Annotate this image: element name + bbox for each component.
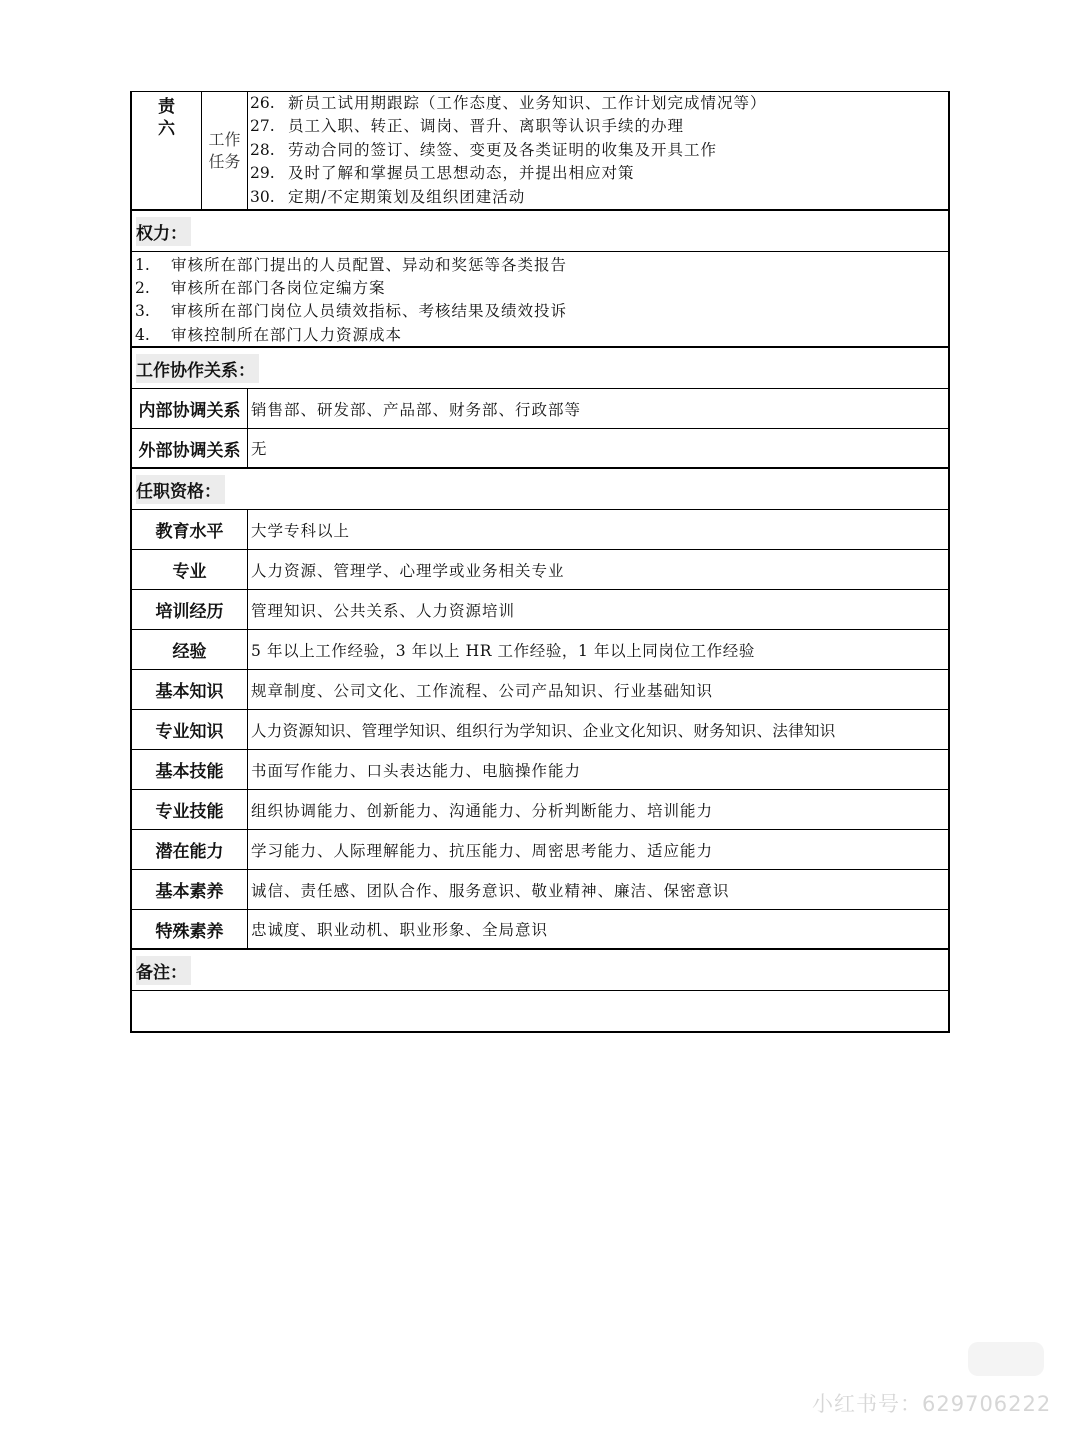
task-number: 27. [250,117,275,136]
authority-item [135,324,948,347]
relation-label: 内部协调关系 [132,389,248,428]
task-item [248,139,948,162]
authority-list-row [132,252,948,348]
watermark-text: 小红书号：629706222 [812,1392,1052,1416]
qualification-value: 诚信、责任感、团队合作、服务意识、敬业精神、廉洁、保密意识 [251,881,730,900]
remarks-title [132,950,191,990]
qualification-label: 经验 [132,630,248,669]
task-text: 新员工试用期跟踪（工作态度、业务知识、工作计划完成情况等） [288,94,767,112]
relation-value: 无 [251,440,268,458]
authority-title-text: 权力： [136,217,191,246]
qualification-row [132,910,948,950]
qualification-row [132,790,948,830]
qualification-row [132,870,948,910]
task-item [248,92,948,115]
relations-title-text: 工作协作关系： [136,354,259,383]
job-description-table [130,91,950,1033]
qualification-row [132,630,948,670]
qualification-row [132,710,948,750]
remarks-value [132,991,948,1031]
relation-value: 销售部、研发部、产品部、财务部、行政部等 [251,400,582,419]
duties-category-text: 工作任务 [208,129,241,171]
qualification-label: 基本技能 [132,750,248,789]
task-number: 30. [250,187,275,206]
authority-header-row [132,211,948,252]
qualification-label: 潜在能力 [132,830,248,869]
qualification-row [132,830,948,870]
duties-label-a: 责 [158,97,175,117]
qualification-value: 5 年以上工作经验，3 年以上 HR 工作经验，1 年以上同岗位工作经验 [251,641,756,660]
authority-number: 1. [135,256,150,274]
qualification-label: 专业 [132,550,248,589]
task-item [248,115,948,138]
qualification-label: 基本知识 [132,670,248,709]
remarks-header-row [132,950,948,991]
task-number: 29. [250,164,275,183]
qualification-value: 管理知识、公共关系、人力资源培训 [251,601,516,620]
qualification-label: 教育水平 [132,510,248,549]
task-text: 定期/不定期策划及组织团建活动 [288,187,526,206]
remarks-body-row [132,991,948,1031]
duties-row [132,92,948,211]
authority-number: 3. [135,302,150,321]
watermark-logo-icon [968,1342,1044,1376]
qualification-row [132,670,948,710]
authority-number: 2. [135,279,150,298]
task-text: 及时了解和掌握员工思想动态，并提出相应对策 [288,164,635,183]
remarks-title-text: 备注： [136,956,191,985]
authority-text: 审核控制所在部门人力资源成本 [171,325,403,344]
authority-title [132,211,191,251]
relation-row-external [132,429,948,469]
authority-list [132,252,948,346]
relation-label: 外部协调关系 [132,429,248,467]
qualification-row [132,510,948,550]
qualification-label: 特殊素养 [132,910,248,948]
authority-item [135,254,948,277]
qualification-value: 忠诚度、职业动机、职业形象、全局意识 [251,921,549,939]
task-text: 劳动合同的签订、续签、变更及各类证明的收集及开具工作 [288,140,718,159]
duties-category [202,92,248,209]
relation-row-internal [132,389,948,429]
task-item [248,162,948,185]
task-number: 26. [250,94,275,112]
qualification-row [132,750,948,790]
qualification-value: 人力资源知识、管理学知识、组织行为学知识、企业文化知识、财务知识、法律知识 [251,721,836,740]
task-number: 28. [250,140,275,159]
qualification-row [132,550,948,590]
qualification-row [132,590,948,630]
qualification-value: 大学专科以上 [251,521,351,540]
authority-text: 审核所在部门各岗位定编方案 [171,279,386,298]
relations-title [132,348,259,388]
qualifications-header-row [132,469,948,510]
authority-number: 4. [135,325,150,344]
qualifications-title [132,469,225,509]
authority-item [135,300,948,323]
qualification-label: 培训经历 [132,590,248,629]
authority-text: 审核所在部门提出的人员配置、异动和奖惩等各类报告 [171,256,568,274]
qualification-label: 专业知识 [132,710,248,749]
qualification-value: 学习能力、人际理解能力、抗压能力、周密思考能力、适应能力 [251,841,714,860]
qualifications-title-text: 任职资格： [136,475,225,504]
authority-text: 审核所在部门岗位人员绩效指标、考核结果及绩效投诉 [171,302,568,321]
qualification-value: 人力资源、管理学、心理学或业务相关专业 [251,561,565,580]
authority-item [135,277,948,300]
qualification-value: 书面写作能力、口头表达能力、电脑操作能力 [251,761,582,780]
duties-label-b: 六 [158,119,175,139]
qualification-label: 基本素养 [132,870,248,909]
task-text: 员工入职、转正、调岗、晋升、离职等认识手续的办理 [288,117,685,136]
duties-label [132,92,202,209]
duties-task-list [248,92,948,209]
relations-header-row [132,348,948,389]
qualification-value: 组织协调能力、创新能力、沟通能力、分析判断能力、培训能力 [251,801,714,820]
qualification-label: 专业技能 [132,790,248,829]
task-item [248,186,948,209]
qualification-value: 规章制度、公司文化、工作流程、公司产品知识、行业基础知识 [251,681,714,700]
